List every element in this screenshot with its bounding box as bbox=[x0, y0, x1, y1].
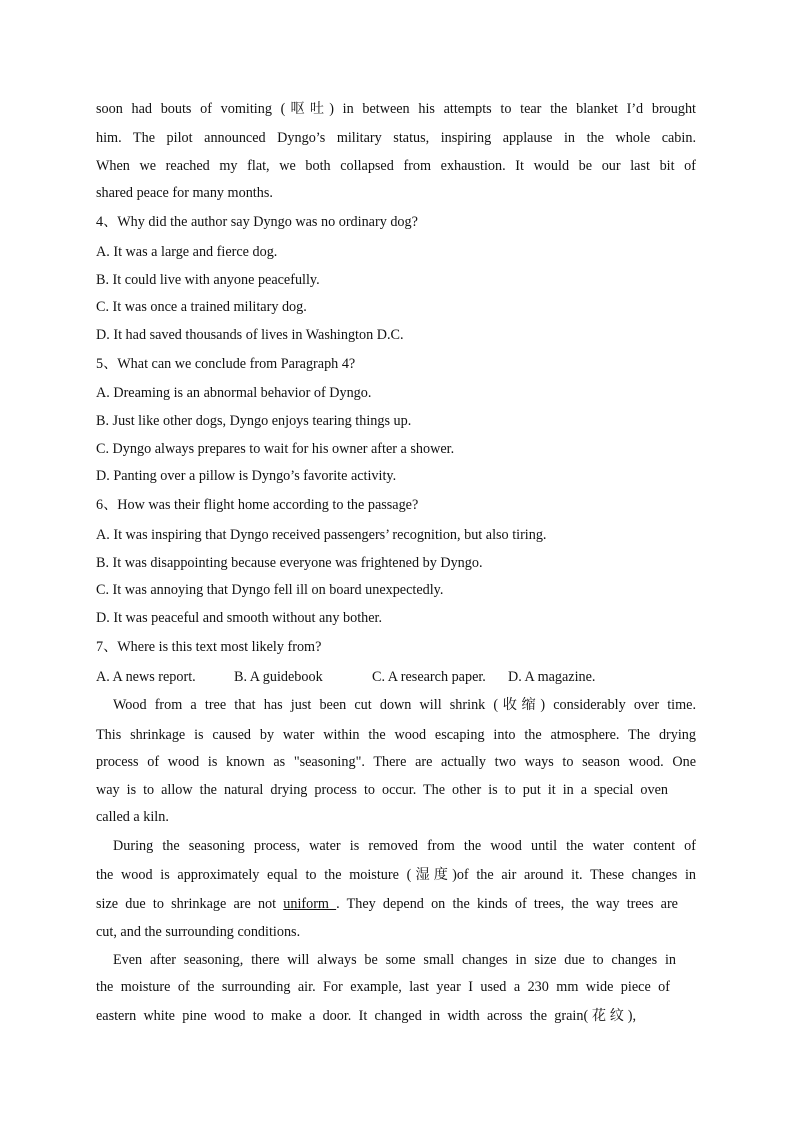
question-7-stem: 7、Where is this text most likely from? bbox=[96, 639, 322, 655]
question-6-option-c: C. It was annoying that Dyngo fell ill on board unexpectedly. bbox=[96, 582, 444, 598]
passage-b-p2-line-4: cut, and the surrounding conditions. bbox=[96, 924, 301, 940]
question-7-option-b: B. A guidebook bbox=[234, 669, 323, 685]
question-6-option-a: A. It was inspiring that Dyngo received passengers’ recognition, but also tiring. bbox=[96, 527, 547, 543]
passage-b-p1-line-2: This shrinkage is caused by water within the wood escaping into the atmosphere. The drying bbox=[96, 727, 696, 743]
passage-b-p2-line-2: the wood is approximately equal to the moisture (湿度)of the air around it. These changes in bbox=[96, 867, 696, 883]
passage-b-p2-line-3 bbox=[96, 895, 678, 913]
question-4-option-a: A. It was a large and fierce dog. bbox=[96, 244, 278, 260]
passage-a-line-1: soon had bouts of vomiting (呕吐) in between his attempts to tear the blanket I’d brought bbox=[96, 101, 696, 117]
question-7-option-c: C. A research paper. bbox=[372, 669, 486, 685]
question-4-stem: 4、Why did the author say Dyngo was no ordinary dog? bbox=[96, 214, 418, 230]
question-6-option-b: B. It was disappointing because everyone was frightened by Dyngo. bbox=[96, 555, 483, 571]
question-4-option-d: D. It had saved thousands of lives in Washington D.C. bbox=[96, 327, 404, 343]
passage-b-p1-line-4: way is to allow the natural drying process to occur. The other is to put it in a special oven bbox=[96, 782, 668, 798]
question-7-options bbox=[96, 668, 595, 686]
question-5-option-d: D. Panting over a pillow is Dyngo’s favorite activity. bbox=[96, 468, 397, 484]
question-5-option-b: B. Just like other dogs, Dyngo enjoys tearing things up. bbox=[96, 413, 412, 429]
passage-b-p2-line-1: During the seasoning process, water is removed from the wood until the water content of bbox=[113, 838, 696, 854]
question-7-option-d: D. A magazine. bbox=[508, 669, 596, 685]
question-6-stem: 6、How was their flight home according to the passage? bbox=[96, 497, 419, 513]
question-5-option-c: C. Dyngo always prepares to wait for his owner after a shower. bbox=[96, 441, 455, 457]
passage-a-line-3: When we reached my flat, we both collapsed from exhaustion. It would be our last bit of bbox=[96, 158, 696, 174]
passage-b-p2-line-3-after: . They depend on the kinds of trees, the way trees are bbox=[336, 896, 678, 912]
passage-b-p3-line-3: eastern white pine wood to make a door. It changed in width across the grain(花纹), bbox=[96, 1008, 636, 1024]
question-4-option-c: C. It was once a trained military dog. bbox=[96, 299, 307, 315]
question-7-option-a: A. A news report. bbox=[96, 669, 196, 685]
passage-a-line-4: shared peace for many months. bbox=[96, 185, 273, 201]
question-6-option-d: D. It was peaceful and smooth without any bother. bbox=[96, 610, 383, 626]
passage-b-p2-line-3-before: size due to shrinkage are not bbox=[96, 896, 284, 912]
question-5-option-a: A. Dreaming is an abnormal behavior of Dyngo. bbox=[96, 385, 372, 401]
underlined-word-uniform: uniform bbox=[283, 896, 337, 912]
passage-b-p3-line-1: Even after seasoning, there will always be some small changes in size due to changes in bbox=[113, 952, 676, 968]
passage-b-p1-line-5: called a kiln. bbox=[96, 809, 169, 825]
passage-b-p1-line-1: Wood from a tree that has just been cut down will shrink (收缩) considerably over time. bbox=[113, 697, 696, 713]
question-5-stem: 5、What can we conclude from Paragraph 4? bbox=[96, 356, 356, 372]
question-4-option-b: B. It could live with anyone peacefully. bbox=[96, 272, 320, 288]
passage-a-line-2: him. The pilot announced Dyngo’s military status, inspiring applause in the whole cabin. bbox=[96, 130, 696, 146]
passage-b-p3-line-2: the moisture of the surrounding air. For example, last year I used a 230 mm wide piece of bbox=[96, 979, 670, 995]
passage-b-p1-line-3: process of wood is known as "seasoning". There are actually two ways to season wood. One bbox=[96, 754, 696, 770]
